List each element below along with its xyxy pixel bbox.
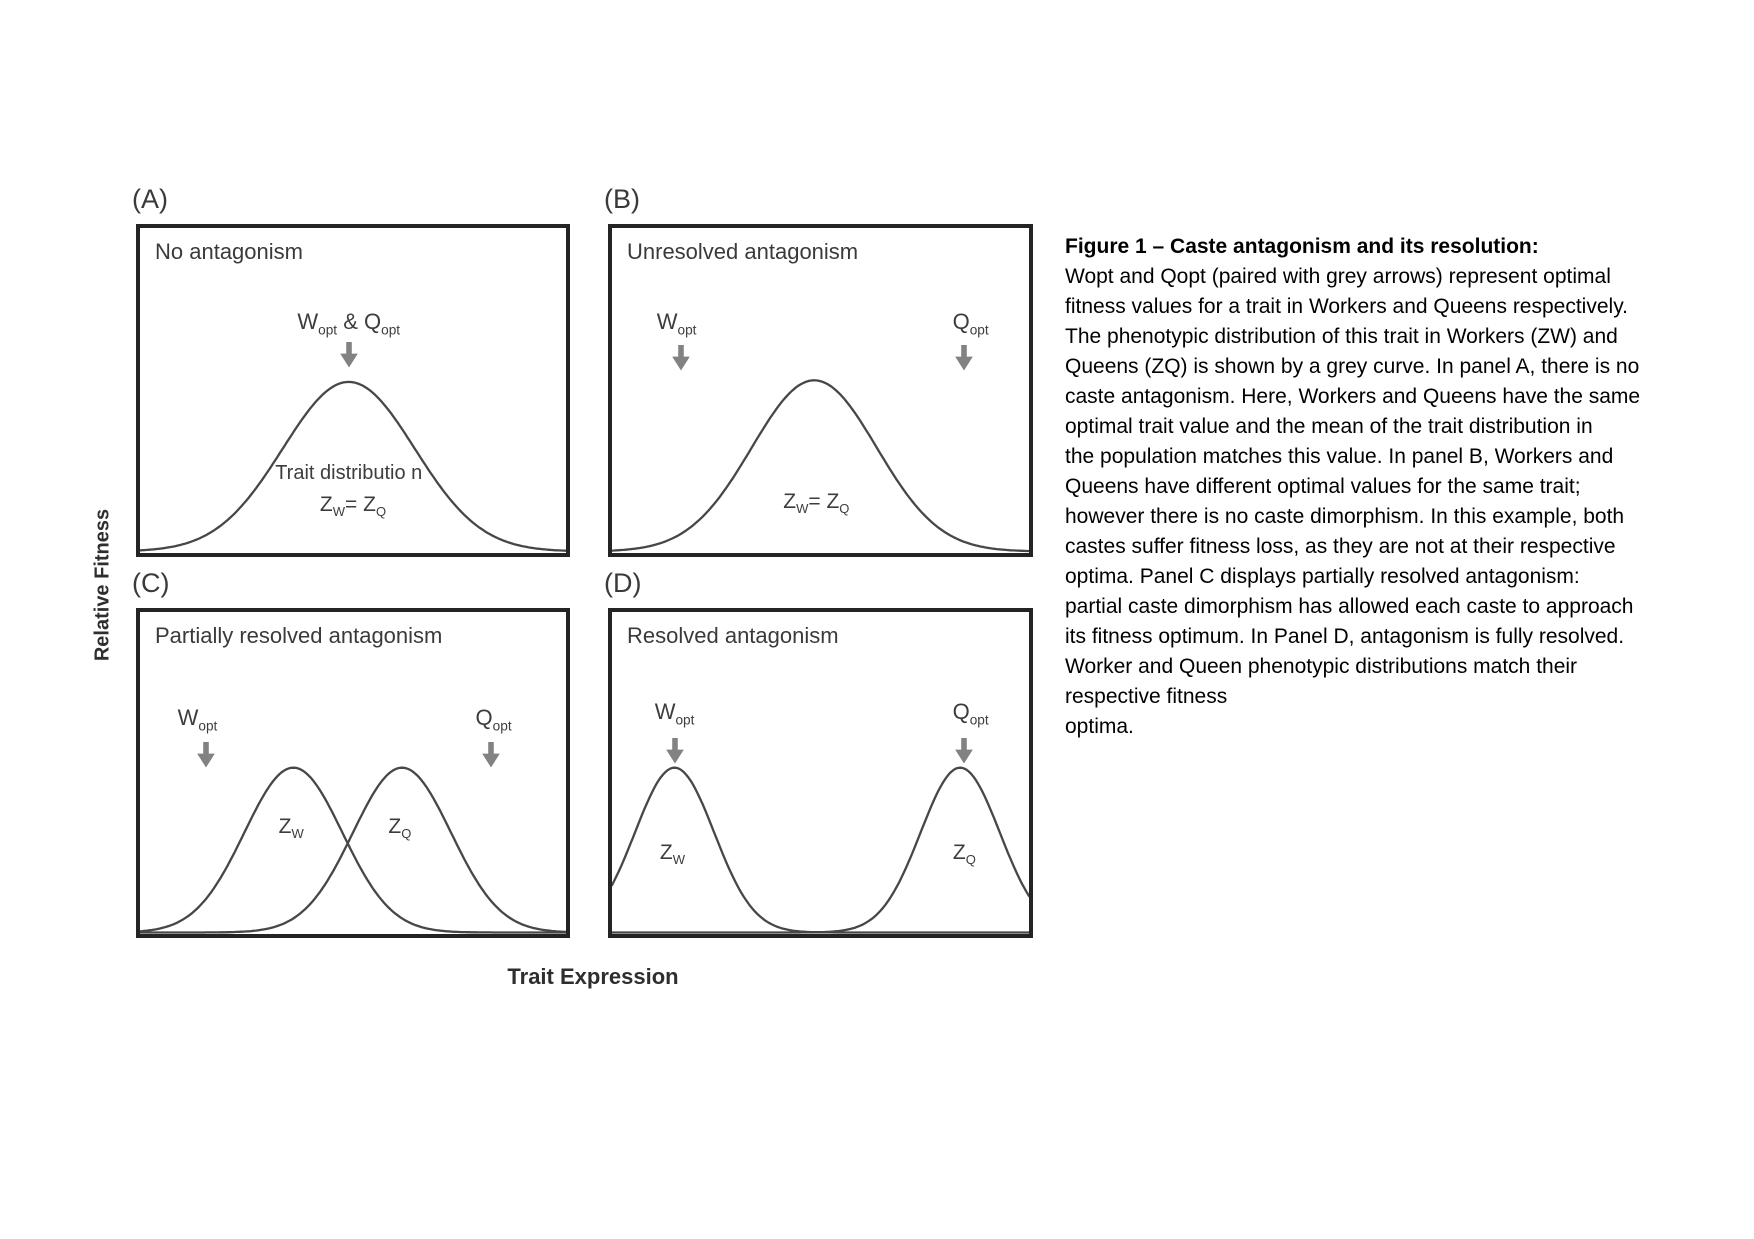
caption-line: optimal trait value and the mean of the trait distribution in [1065,415,1593,438]
down-arrow-icon [955,738,974,764]
panel-a-trait-distribution-label: Trait distributio n [275,462,423,484]
caption-line: its fitness optimum. In Panel D, antagonism is fully resolved. [1065,625,1625,648]
panel-c-queen-optimum-label: $Q_{opt}$ [475,705,512,734]
panel-d-letter: (D) [604,568,642,598]
caption-line: partial caste dimorphism has allowed each caste to approach [1065,595,1634,618]
panel-b [604,184,1033,557]
caption-line: castes suffer fitness loss, as they are not at their respective [1065,535,1616,558]
panel-c-zw-label: $Z_W$ [278,814,304,842]
caption-line: Wopt and Qopt (paired with grey arrows) represent optimal [1065,265,1611,288]
down-arrow-icon [197,742,216,768]
panel-c-letter: (C) [132,568,170,598]
caption-line: The phenotypic distribution of this trait in Workers (ZW) and [1065,325,1618,348]
panel-d-plot-area [608,608,1033,938]
panel-b-zw-zq-label: $Z_W= Z_Q$ [783,489,850,516]
caption-line: Queens have different optimal values for the same trait; [1065,475,1581,498]
panel-b-queen-optimum-label: $Q_{opt}$ [952,309,989,338]
panel-a [132,184,570,557]
panel-a-letter: (A) [132,184,168,214]
panel-a-plot-area [136,224,570,557]
caption-line: respective fitness [1065,685,1228,708]
panel-a-zw-zq-label: $Z_W= Z_Q$ [319,492,387,520]
panel-c [132,568,570,938]
caption-title: Figure 1 – Caste antagonism and its resolution: [1065,235,1539,258]
trait-distribution-ZW-equals-ZQ [612,380,1029,551]
panel-c-worker-optimum-label: $W_{opt}$ [177,705,218,734]
panel-b-letter: (B) [604,184,640,214]
caption-line: fitness values for a trait in Workers and Queens respectively. [1065,295,1628,318]
panel-d-zw-label: $Z_W$ [659,840,686,867]
queen-distribution-ZQ [140,768,566,933]
panel-c-title: Partially resolved antagonism [155,623,443,648]
panel-d [604,568,1033,938]
caption-line: optima. Panel C displays partially resolved antagonism: [1065,565,1580,588]
down-arrow-icon [671,345,690,371]
y-axis-label: Relative Fitness [91,508,114,662]
caption-line: however there is no caste dimorphism. In this example, both [1065,505,1625,528]
down-arrow-icon [339,342,358,368]
caption-line: Worker and Queen phenotypic distributions match their [1065,655,1578,678]
down-arrow-icon [665,738,684,764]
panel-d-queen-optimum-label: $Q_{opt}$ [952,698,989,728]
panel-a-optimum-label: $W_{opt}$ & $Q_{opt}$ [297,309,401,338]
figure-caption [1065,232,1730,742]
panel-c-curves [140,612,566,934]
panel-d-curves [612,612,1029,934]
x-axis-label: Trait Expression [507,964,679,989]
worker-distribution-ZW [140,768,566,933]
caption-line: caste antagonism. Here, Workers and Queens have the same [1065,385,1641,408]
caption-line: the population matches this value. In panel B, Workers and [1065,445,1614,468]
panel-c-zq-label: $Z_Q$ [388,814,412,842]
caption-line: optima. [1065,715,1134,738]
down-arrow-icon [955,345,974,371]
panel-d-zq-label: $Z_Q$ [952,840,976,867]
panel-b-plot-area [608,224,1033,557]
caption-line: Queens (ZQ) is shown by a grey curve. In panel A, there is no [1065,355,1640,378]
panel-c-plot-area [136,608,570,938]
panel-d-worker-optimum-label: $W_{opt}$ [654,698,695,728]
panel-b-worker-optimum-label: $W_{opt}$ [656,309,697,338]
panel-b-title: Unresolved antagonism [627,239,859,264]
panel-a-title: No antagonism [155,239,303,264]
panel-d-title: Resolved antagonism [627,623,839,648]
down-arrow-icon [482,742,501,768]
